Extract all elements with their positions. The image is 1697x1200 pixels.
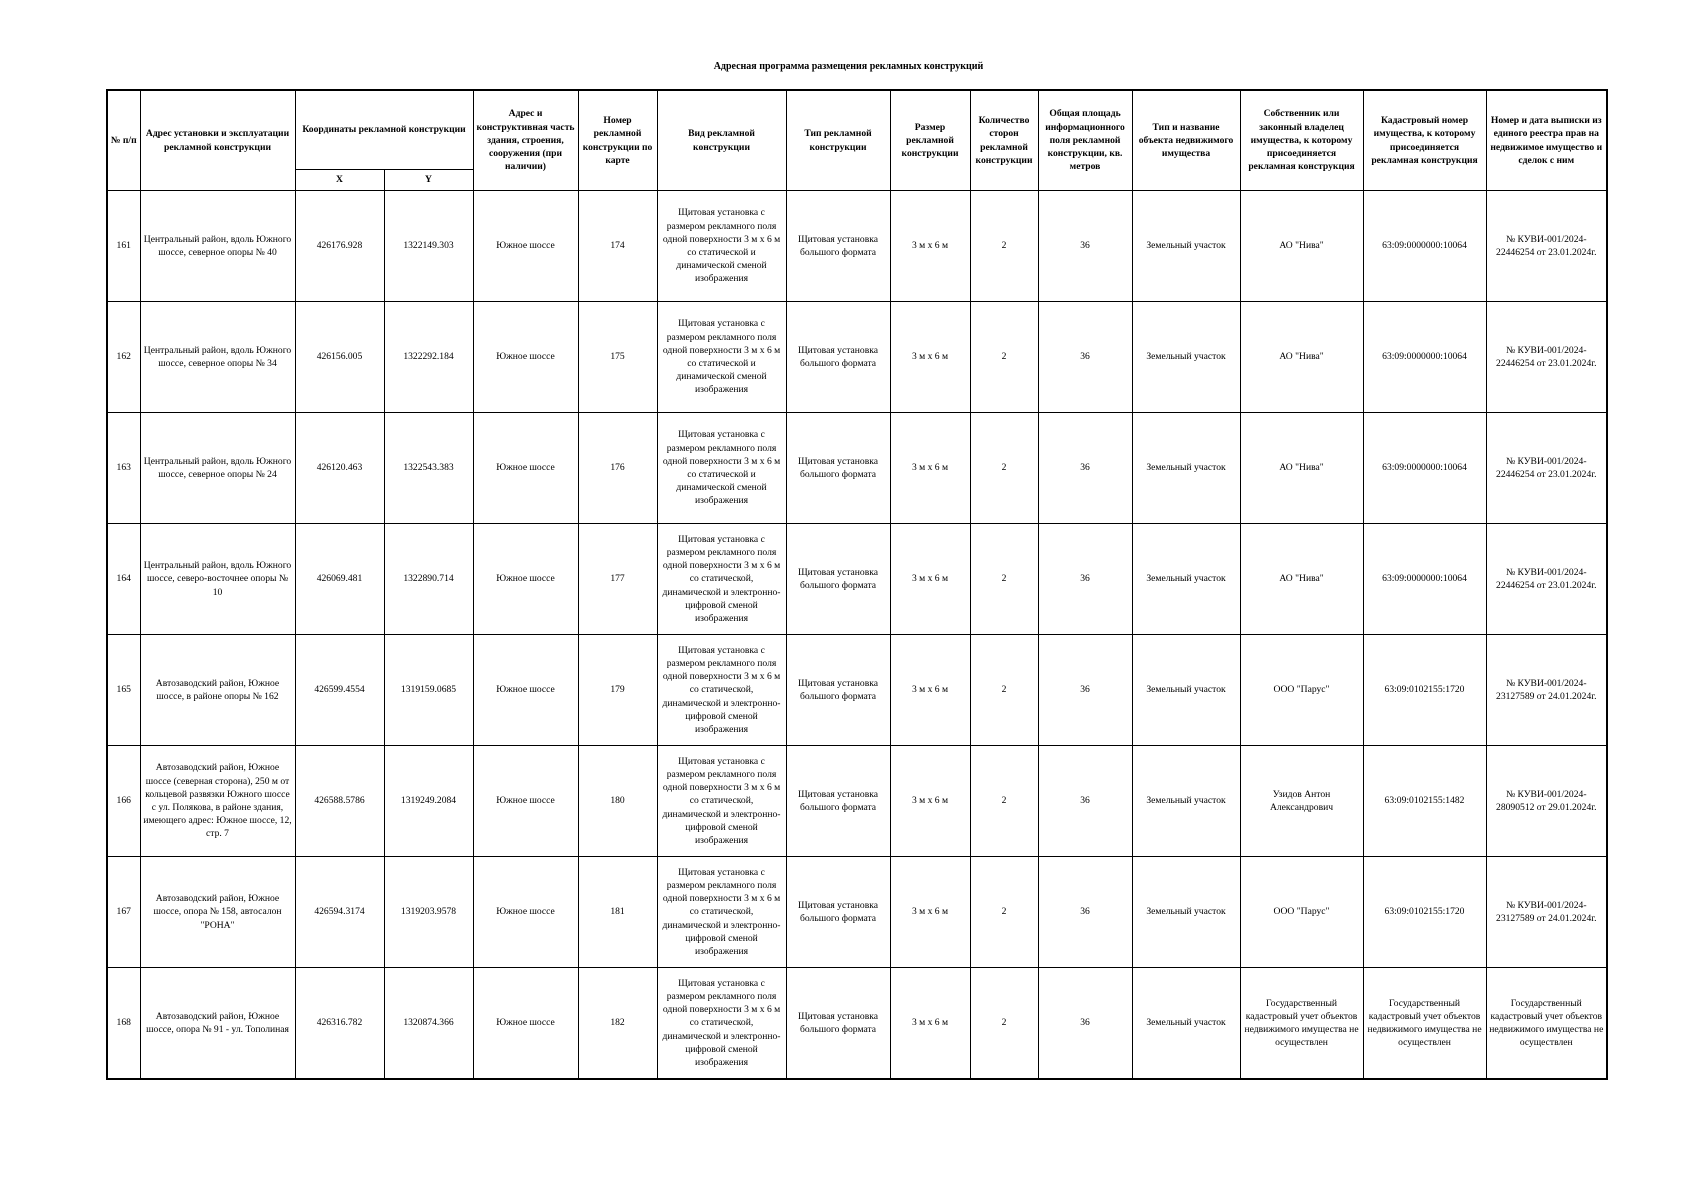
header-cadastral: Кадастровый номер имущества, к которому присоединяется рекламная конструкция	[1363, 90, 1486, 191]
table-row	[107, 413, 1607, 524]
cell-y: 1322292.184	[384, 302, 473, 413]
cell-map-num: 179	[578, 635, 657, 746]
header-row	[107, 90, 1607, 170]
table-row	[107, 635, 1607, 746]
cell-owner: АО "Нива"	[1240, 302, 1363, 413]
cell-map-num: 182	[578, 968, 657, 1080]
cell-kind: Щитовая установка с размером рекламного поля одной поверхности 3 м х 6 м со статической, динамической и электронно-цифровой сменой изображения	[657, 524, 786, 635]
cell-extract: № КУВИ-001/2024-23127589 от 24.01.2024г.	[1486, 635, 1607, 746]
cell-num: 166	[107, 746, 140, 857]
cell-building: Южное шоссе	[473, 746, 578, 857]
cell-map-num: 177	[578, 524, 657, 635]
cell-x: 426120.463	[295, 413, 384, 524]
header-type: Тип рекламной конструкции	[786, 90, 890, 191]
cell-size: 3 м х 6 м	[890, 746, 970, 857]
cell-y: 1322149.303	[384, 191, 473, 302]
cell-x: 426069.481	[295, 524, 384, 635]
cell-y: 1319249.2084	[384, 746, 473, 857]
header-owner: Собственник или законный владелец имущества, к которому присоединяется рекламная конструкция	[1240, 90, 1363, 191]
cell-type: Щитовая установка большого формата	[786, 968, 890, 1080]
cell-extract: Государственный кадастровый учет объектов недвижимого имущества не осуществлен	[1486, 968, 1607, 1080]
cell-x: 426156.005	[295, 302, 384, 413]
cell-object: Земельный участок	[1132, 635, 1240, 746]
cell-cadastral: 63:09:0102155:1482	[1363, 746, 1486, 857]
cell-object: Земельный участок	[1132, 857, 1240, 968]
cell-owner: АО "Нива"	[1240, 191, 1363, 302]
cell-object: Земельный участок	[1132, 413, 1240, 524]
cell-size: 3 м х 6 м	[890, 302, 970, 413]
cell-cadastral: 63:09:0000000:10064	[1363, 302, 1486, 413]
cell-size: 3 м х 6 м	[890, 635, 970, 746]
cell-address: Центральный район, вдоль Южного шоссе, северное опоры № 40	[140, 191, 295, 302]
cell-cadastral: 63:09:0000000:10064	[1363, 191, 1486, 302]
cell-kind: Щитовая установка с размером рекламного поля одной поверхности 3 м х 6 м со статической, динамической и электронно-цифровой сменой изображения	[657, 635, 786, 746]
header-x: X	[295, 170, 384, 191]
cell-y: 1319159.0685	[384, 635, 473, 746]
header-address: Адрес установки и эксплуатации рекламной конструкции	[140, 90, 295, 191]
cell-num: 163	[107, 413, 140, 524]
cell-y: 1322890.714	[384, 524, 473, 635]
cell-sides: 2	[970, 857, 1038, 968]
cell-size: 3 м х 6 м	[890, 857, 970, 968]
cell-building: Южное шоссе	[473, 857, 578, 968]
cell-num: 168	[107, 968, 140, 1080]
cell-object: Земельный участок	[1132, 302, 1240, 413]
table-row	[107, 302, 1607, 413]
cell-kind: Щитовая установка с размером рекламного поля одной поверхности 3 м х 6 м со статической и динамической сменой изображения	[657, 302, 786, 413]
cell-owner: Узидов Антон Александрович	[1240, 746, 1363, 857]
cell-sides: 2	[970, 524, 1038, 635]
cell-building: Южное шоссе	[473, 302, 578, 413]
table-row	[107, 857, 1607, 968]
cell-sides: 2	[970, 746, 1038, 857]
cell-object: Земельный участок	[1132, 191, 1240, 302]
cell-sides: 2	[970, 302, 1038, 413]
cell-num: 161	[107, 191, 140, 302]
cell-extract: № КУВИ-001/2024-28090512 от 29.01.2024г.	[1486, 746, 1607, 857]
cell-cadastral: 63:09:0102155:1720	[1363, 635, 1486, 746]
cell-kind: Щитовая установка с размером рекламного поля одной поверхности 3 м х 6 м со статической, динамической и электронно-цифровой сменой изображения	[657, 857, 786, 968]
header-extract: Номер и дата выписки из единого реестра прав на недвижимое имущество и сделок с ним	[1486, 90, 1607, 191]
cell-num: 164	[107, 524, 140, 635]
header-map-num: Номер рекламной конструкции по карте	[578, 90, 657, 191]
cell-type: Щитовая установка большого формата	[786, 857, 890, 968]
cell-map-num: 176	[578, 413, 657, 524]
cell-address: Центральный район, вдоль Южного шоссе, северное опоры № 34	[140, 302, 295, 413]
cell-object: Земельный участок	[1132, 968, 1240, 1080]
cell-map-num: 174	[578, 191, 657, 302]
cell-extract: № КУВИ-001/2024-22446254 от 23.01.2024г.	[1486, 191, 1607, 302]
cell-type: Щитовая установка большого формата	[786, 413, 890, 524]
header-sides: Количество сторон рекламной конструкции	[970, 90, 1038, 191]
header-coords: Координаты рекламной конструкции	[295, 90, 473, 170]
cell-owner: ООО "Парус"	[1240, 857, 1363, 968]
cell-y: 1320874.366	[384, 968, 473, 1080]
cell-extract: № КУВИ-001/2024-22446254 от 23.01.2024г.	[1486, 302, 1607, 413]
cell-extract: № КУВИ-001/2024-22446254 от 23.01.2024г.	[1486, 524, 1607, 635]
header-area: Общая площадь информационного поля рекламной конструкции, кв. метров	[1038, 90, 1132, 191]
cell-kind: Щитовая установка с размером рекламного поля одной поверхности 3 м х 6 м со статической и динамической сменой изображения	[657, 413, 786, 524]
cell-num: 162	[107, 302, 140, 413]
cell-owner: АО "Нива"	[1240, 524, 1363, 635]
cell-building: Южное шоссе	[473, 413, 578, 524]
cell-object: Земельный участок	[1132, 524, 1240, 635]
document-title: Адресная программа размещения рекламных конструкций	[713, 61, 984, 72]
advertising-structures-table	[106, 89, 1608, 1080]
cell-object: Земельный участок	[1132, 746, 1240, 857]
header-y: Y	[384, 170, 473, 191]
header-kind: Вид рекламной конструкции	[657, 90, 786, 191]
cell-num: 165	[107, 635, 140, 746]
cell-x: 426594.3174	[295, 857, 384, 968]
cell-kind: Щитовая установка с размером рекламного поля одной поверхности 3 м х 6 м со статической, динамической и электронно-цифровой сменой изображения	[657, 968, 786, 1080]
cell-type: Щитовая установка большого формата	[786, 524, 890, 635]
cell-address: Автозаводский район, Южное шоссе (северная сторона), 250 м от кольцевой развязки Южного шоссе с ул. Полякова, в районе здания, имеющего адрес: Южное шоссе, 12, стр. 7	[140, 746, 295, 857]
cell-owner: АО "Нива"	[1240, 413, 1363, 524]
cell-address: Автозаводский район, Южное шоссе, опора № 158, автосалон "РОНА"	[140, 857, 295, 968]
cell-y: 1319203.9578	[384, 857, 473, 968]
cell-y: 1322543.383	[384, 413, 473, 524]
cell-size: 3 м х 6 м	[890, 191, 970, 302]
cell-extract: № КУВИ-001/2024-22446254 от 23.01.2024г.	[1486, 413, 1607, 524]
cell-address: Центральный район, вдоль Южного шоссе, северное опоры № 24	[140, 413, 295, 524]
cell-cadastral: 63:09:0000000:10064	[1363, 413, 1486, 524]
cell-area: 36	[1038, 635, 1132, 746]
header-num: № п/п	[107, 90, 140, 191]
cell-area: 36	[1038, 746, 1132, 857]
header-building: Адрес и конструктивная часть здания, строения, сооружения (при наличии)	[473, 90, 578, 191]
cell-type: Щитовая установка большого формата	[786, 635, 890, 746]
cell-sides: 2	[970, 635, 1038, 746]
cell-area: 36	[1038, 857, 1132, 968]
cell-kind: Щитовая установка с размером рекламного поля одной поверхности 3 м х 6 м со статической и динамической сменой изображения	[657, 191, 786, 302]
cell-building: Южное шоссе	[473, 191, 578, 302]
cell-kind: Щитовая установка с размером рекламного поля одной поверхности 3 м х 6 м со статической, динамической и электронно-цифровой сменой изображения	[657, 746, 786, 857]
table-row	[107, 746, 1607, 857]
cell-size: 3 м х 6 м	[890, 524, 970, 635]
cell-sides: 2	[970, 413, 1038, 524]
cell-type: Щитовая установка большого формата	[786, 302, 890, 413]
cell-building: Южное шоссе	[473, 635, 578, 746]
cell-x: 426599.4554	[295, 635, 384, 746]
cell-size: 3 м х 6 м	[890, 413, 970, 524]
table-row	[107, 191, 1607, 302]
table-row	[107, 968, 1607, 1080]
cell-address: Центральный район, вдоль Южного шоссе, северо-восточнее опоры № 10	[140, 524, 295, 635]
cell-cadastral: Государственный кадастровый учет объектов недвижимого имущества не осуществлен	[1363, 968, 1486, 1080]
cell-map-num: 181	[578, 857, 657, 968]
cell-area: 36	[1038, 302, 1132, 413]
cell-address: Автозаводский район, Южное шоссе, опора № 91 - ул. Тополиная	[140, 968, 295, 1080]
cell-building: Южное шоссе	[473, 524, 578, 635]
cell-area: 36	[1038, 524, 1132, 635]
cell-area: 36	[1038, 968, 1132, 1080]
cell-extract: № КУВИ-001/2024-23127589 от 24.01.2024г.	[1486, 857, 1607, 968]
cell-cadastral: 63:09:0102155:1720	[1363, 857, 1486, 968]
cell-map-num: 175	[578, 302, 657, 413]
cell-type: Щитовая установка большого формата	[786, 746, 890, 857]
cell-x: 426588.5786	[295, 746, 384, 857]
cell-address: Автозаводский район, Южное шоссе, в районе опоры № 162	[140, 635, 295, 746]
cell-x: 426176.928	[295, 191, 384, 302]
cell-area: 36	[1038, 191, 1132, 302]
table-row	[107, 524, 1607, 635]
cell-size: 3 м х 6 м	[890, 968, 970, 1080]
cell-sides: 2	[970, 191, 1038, 302]
cell-x: 426316.782	[295, 968, 384, 1080]
cell-building: Южное шоссе	[473, 968, 578, 1080]
cell-map-num: 180	[578, 746, 657, 857]
cell-type: Щитовая установка большого формата	[786, 191, 890, 302]
cell-num: 167	[107, 857, 140, 968]
cell-cadastral: 63:09:0000000:10064	[1363, 524, 1486, 635]
cell-area: 36	[1038, 413, 1132, 524]
header-size: Размер рекламной конструкции	[890, 90, 970, 191]
cell-owner: Государственный кадастровый учет объектов недвижимого имущества не осуществлен	[1240, 968, 1363, 1080]
cell-owner: ООО "Парус"	[1240, 635, 1363, 746]
header-object: Тип и название объекта недвижимого имущества	[1132, 90, 1240, 191]
cell-sides: 2	[970, 968, 1038, 1080]
